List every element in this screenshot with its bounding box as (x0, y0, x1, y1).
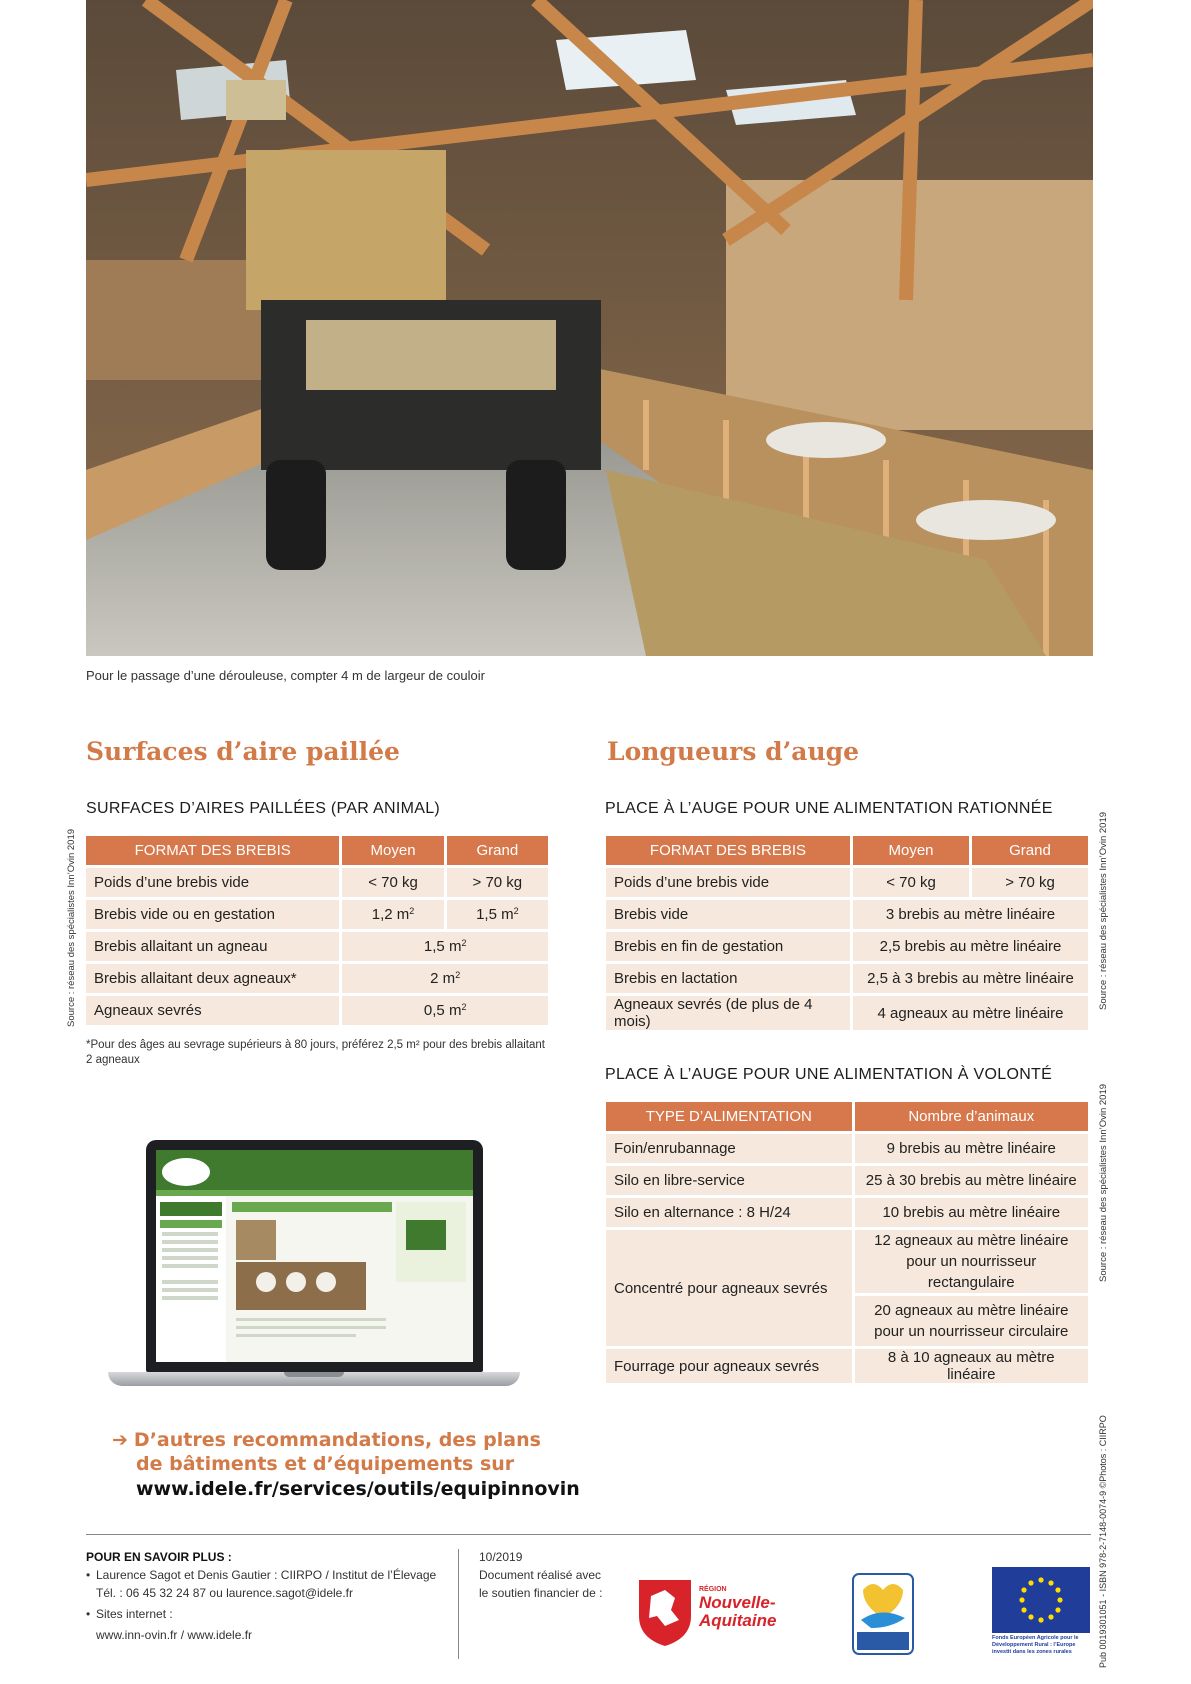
source-note-right-2: Source : réseau des spécialistes Inn’Ovin 2019 (1098, 1083, 1109, 1282)
header-moyen: Moyen (853, 836, 969, 865)
row-label: Silo en libre-service (606, 1166, 852, 1195)
laptop-notch (284, 1372, 344, 1377)
row-label: Poids d’une brebis vide (606, 868, 850, 897)
laptop-image (108, 1140, 520, 1402)
section-heading-auge: Longueurs d’auge (607, 737, 860, 766)
footnote: *Pour des âges au sevrage supérieurs à 80 jours, préférez 2,5 m² pour des brebis allaitant 2 agneaux (86, 1039, 545, 1066)
table-row (606, 868, 1088, 897)
row-label: Poids d’une brebis vide (86, 868, 339, 897)
cell-value: 20 agneaux au mètre linéaire pour un nourrisseur circulaire (855, 1296, 1088, 1346)
footer-divider (86, 1534, 1091, 1535)
table-title-rationnee: PLACE À L’AUGE POUR UNE ALIMENTATION RATIONNÉE (605, 800, 1053, 817)
promo-link[interactable]: www.idele.fr/services/outils/equipinnovin (136, 1478, 580, 1500)
table-title-surfaces: SURFACES D’AIRES PAILLÉES (PAR ANIMAL) (86, 800, 441, 817)
doc-date: 10/2019 (479, 1550, 523, 1564)
isbn-credit: Pub 0019301051 - ISBN 978-2-7148-0074-9 ©Photos : CIIRPO (1098, 1415, 1108, 1668)
website-mockup (156, 1150, 473, 1362)
cell-value: 25 à 30 brebis au mètre linéaire (855, 1166, 1088, 1195)
logo-nouvelle-aquitaine: RÉGION Nouvelle- Aquitaine (635, 1572, 795, 1652)
cell-value: 9 brebis au mètre linéaire (855, 1134, 1088, 1163)
table-row (606, 1166, 1088, 1195)
table-header (606, 836, 1088, 865)
eu-flag-icon (992, 1567, 1090, 1633)
cell-moyen: < 70 kg (342, 868, 443, 897)
lion-shield-icon (635, 1576, 695, 1648)
promo-line-1: ➔ D’autres recommandations, des plans (112, 1429, 541, 1451)
footer-funding (479, 1548, 602, 1602)
row-label: Concentré pour agneaux sevrés (606, 1230, 852, 1346)
hero-photo (86, 0, 1093, 656)
row-label: Brebis en lactation (606, 964, 850, 993)
laptop-screen (146, 1140, 483, 1372)
cell-value: 2 $m^2$ (342, 964, 548, 993)
cell-grand: 1,5 $m^2$ (447, 900, 548, 929)
cell-moyen: < 70 kg (853, 868, 969, 897)
centre-val-de-loire-icon (851, 1572, 915, 1656)
sites-links[interactable]: www.inn-ovin.fr / www.idele.fr (96, 1628, 253, 1642)
source-note-left: Source : réseau des spécialistes Inn’Ovin 2019 (66, 828, 77, 1027)
contact-phone: Tél. : 06 45 32 24 87 ou laurence.sagot@idele.fr (96, 1586, 354, 1600)
surfaces-table (83, 833, 551, 1028)
table-row (606, 1230, 1088, 1293)
table-row (86, 868, 548, 897)
cell-value: 2,5 à 3 brebis au mètre linéaire (853, 964, 1088, 993)
table-row (606, 1198, 1088, 1227)
table-row (606, 900, 1088, 929)
promo-block (112, 1428, 580, 1502)
rationnee-table (603, 833, 1091, 1033)
arrow-right-icon: ➔ (112, 1429, 128, 1451)
table-row (86, 996, 548, 1025)
row-label: Foin/enrubannage (606, 1134, 852, 1163)
header-format: FORMAT DES BREBIS (606, 836, 850, 865)
row-label: Brebis allaitant deux agneaux* (86, 964, 339, 993)
cell-value: 1,5 $m^2$ (342, 932, 548, 961)
logo-centre-val-de-loire (851, 1572, 915, 1656)
cell-grand: > 70 kg (447, 868, 548, 897)
row-label: Silo en alternance : 8 H/24 (606, 1198, 852, 1227)
header-format: FORMAT DES BREBIS (86, 836, 339, 865)
logo-eu-feader: Fonds Européen Agricole pour le Développement Rural : l’Europe investit dans les zones rurales (992, 1567, 1090, 1663)
table-header (606, 1102, 1088, 1131)
row-label: Agneaux sevrés (de plus de 4 mois) (606, 996, 850, 1030)
header-grand: Grand (447, 836, 548, 865)
funding-line-2: le soutien financier de : (479, 1586, 603, 1600)
table-header (86, 836, 548, 865)
photo-caption: Pour le passage d’une dérouleuse, compter 4 m de largeur de couloir (86, 668, 485, 683)
row-label: Brebis vide (606, 900, 850, 929)
table-row (606, 964, 1088, 993)
cell-value: 10 brebis au mètre linéaire (855, 1198, 1088, 1227)
row-label: Brebis en fin de gestation (606, 932, 850, 961)
cell-grand: > 70 kg (972, 868, 1088, 897)
cell-value: 0,5 $m^2$ (342, 996, 548, 1025)
table-title-volonte: PLACE À L’AUGE POUR UNE ALIMENTATION À VOLONTÉ (605, 1066, 1053, 1083)
promo-line-2: de bâtiments et d’équipements sur (136, 1453, 515, 1475)
barn-illustration (86, 0, 1093, 656)
header-nombre: Nombre d’animaux (855, 1102, 1088, 1131)
website-screenshot (156, 1150, 473, 1362)
table-row (606, 996, 1088, 1030)
header-type: TYPE D’ALIMENTATION (606, 1102, 852, 1131)
source-note-right-1: Source : réseau des spécialistes Inn’Ovin 2019 (1098, 811, 1109, 1010)
table-row (606, 932, 1088, 961)
table-row (86, 964, 548, 993)
cell-value: 3 brebis au mètre linéaire (853, 900, 1088, 929)
contact-line: • Laurence Sagot et Denis Gautier : CIIRPO / Institut de l’Élevage (86, 1568, 437, 1582)
footer-contacts (86, 1548, 436, 1644)
volonte-table (603, 1099, 1091, 1386)
sites-label: • Sites internet : (86, 1607, 173, 1621)
row-label: Brebis allaitant un agneau (86, 932, 339, 961)
cell-value: 4 agneaux au mètre linéaire (853, 996, 1088, 1030)
section-heading-surfaces: Surfaces d’aire paillée (86, 737, 400, 766)
footer-heading: POUR EN SAVOIR PLUS : (86, 1550, 232, 1564)
cell-value: 2,5 brebis au mètre linéaire (853, 932, 1088, 961)
funding-line-1: Document réalisé avec (479, 1568, 602, 1582)
table-row (606, 1134, 1088, 1163)
table-row (86, 932, 548, 961)
header-grand: Grand (972, 836, 1088, 865)
cell-value: 8 à 10 agneaux au mètre linéaire (855, 1349, 1088, 1383)
footer-vertical-divider (458, 1549, 459, 1659)
cell-moyen: 1,2 $m^2$ (342, 900, 443, 929)
row-label: Agneaux sevrés (86, 996, 339, 1025)
table-row (606, 1349, 1088, 1383)
header-moyen: Moyen (342, 836, 443, 865)
cell-value: 12 agneaux au mètre linéaire pour un nourrisseur rectangulaire (855, 1230, 1088, 1293)
table-row (86, 900, 548, 929)
row-label: Fourrage pour agneaux sevrés (606, 1349, 852, 1383)
row-label: Brebis vide ou en gestation (86, 900, 339, 929)
